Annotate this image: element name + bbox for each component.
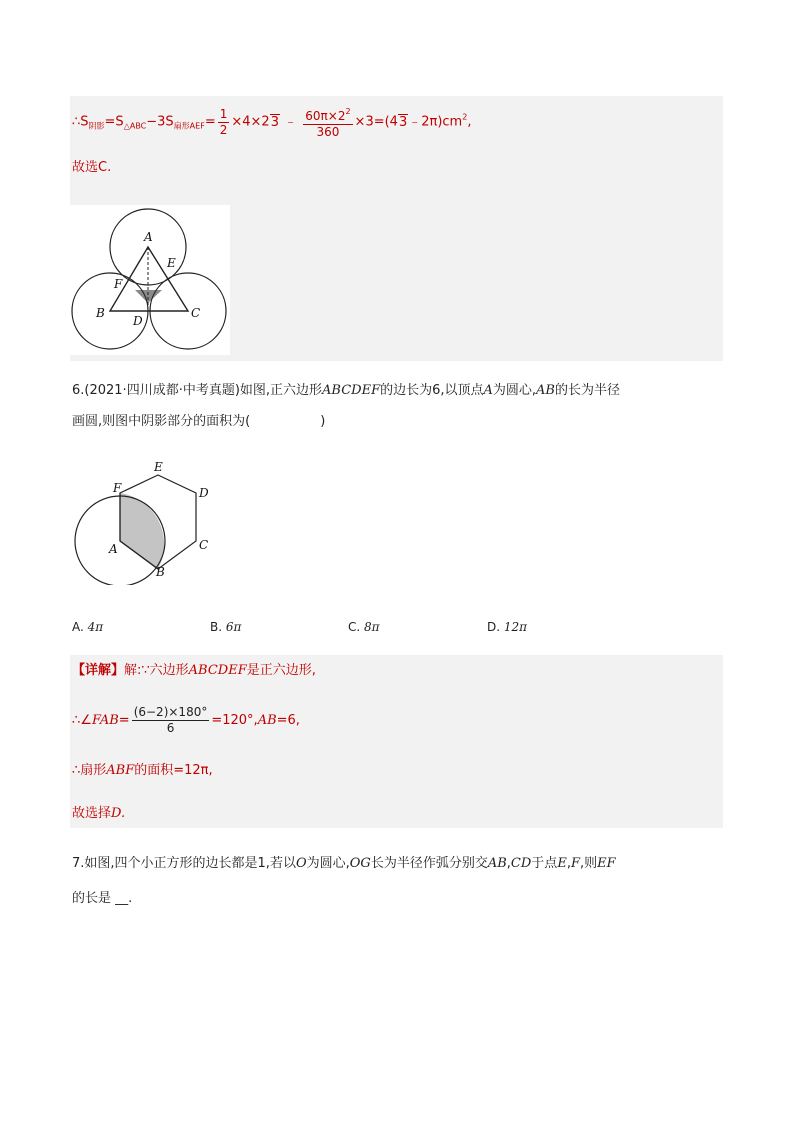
q7-text-e: ,则 [579,856,598,871]
sector-name: ABF [106,763,135,778]
frac2-num [303,104,352,125]
label-e: E [167,256,176,270]
label-d: D [133,314,143,328]
minus-sign: ﹣ [284,114,298,130]
q6-text-a: 如图,正六边形 [239,383,323,398]
option-c[interactable] [348,620,380,634]
q7-arc-ef: EF [597,856,616,871]
q7-o: O [295,856,307,871]
q6-point-a: A [483,383,493,398]
q6-line1 [72,383,620,399]
detail-tag: 【详解】 [72,663,125,678]
sector-b: 的面积=12π, [134,763,213,778]
q7-text-a: 7.如图,四个小正方形的边长都是1,若以 [72,856,296,871]
solution5-choose: 故选C. [72,160,112,175]
sector-label: 扇形AEF [173,121,205,131]
q7-text-b: 为圆心, [306,856,350,871]
choose-text: 故选择 [72,806,112,821]
solution5-formula [72,104,471,140]
q7-f: F [570,856,580,871]
option-d[interactable] [487,620,527,634]
q7-sep2: , [566,856,571,871]
q6-number: 6. [72,383,85,398]
triangle-label: △ABC [123,121,147,131]
q6-source: (2021·四川成都·中考真题) [84,383,240,398]
option-b[interactable] [210,620,241,634]
option-a-value: 4π [87,620,104,634]
q6-line2-text: 画圆,则图中阴影部分的面积为( [72,414,251,429]
q7-sep: , [506,856,511,871]
frac2-exp: 2 [345,107,351,116]
label-b: B [156,565,165,579]
detail-b: 是正六边形, [246,663,316,678]
ab-value: =6, [276,713,300,728]
ab-label: AB [257,713,277,728]
sqrt-3a: 3 [270,114,279,130]
q7-line1 [72,856,616,872]
detail-a: 解:∵六边形 [124,663,189,678]
choose-answer: D. [111,806,126,821]
q7-line2-text: 的长是 [72,891,112,906]
q7-line2 [72,891,132,907]
label-c: C [199,538,209,552]
detail-hex: ABCDEF [188,663,247,678]
option-d-value: 12π [503,620,528,634]
q7-cd: CD [510,856,532,871]
solution6-choose [72,806,125,822]
label-a: A [144,230,153,244]
angle-fraction [132,705,210,736]
angle-eq: = [118,713,130,728]
frac1-den: 2 [219,122,228,137]
eq2: = [204,114,216,130]
times-3: ×3=(4 [354,114,398,130]
figure6-diagram [70,455,220,585]
q7-ab: AB [487,856,507,871]
sqrt-3b: 3 [398,114,408,130]
solution6-detail [72,663,316,679]
minus-3s: −3S [146,114,174,130]
label-a: A [109,542,118,556]
option-c-letter: C. [348,620,361,634]
q7-end: . [128,891,133,906]
label-b: B [96,306,105,320]
q7-text-c: 长为半径作弧分别交 [370,856,488,871]
formula-tail: , [467,114,472,130]
cm-exp: 2 [462,112,468,122]
q7-blank[interactable]: __ [115,891,129,906]
solution6-angle [72,705,300,736]
frac2-den: 360 [316,125,340,139]
option-a[interactable] [72,620,103,634]
fraction-sector [303,104,352,140]
q6-text-d: 的长为半径 [555,383,621,398]
solution6-sector [72,763,213,779]
frac1-num: 1 [219,106,228,121]
label-f: F [114,277,123,291]
q6-text-c: 为圆心, [492,383,537,398]
option-a-letter: A. [72,620,84,634]
q6-line2-end: ) [320,414,326,429]
q7-e: E [557,856,567,871]
fraction-half [218,107,230,138]
label-e: E [154,460,163,474]
minus-2pi: ﹣2π)cm [408,114,463,130]
times-term: ×4×2 [231,114,270,130]
option-c-value: 8π [364,620,380,634]
label-f: F [113,481,122,495]
angle-value: =120°, [211,713,258,728]
eq1: =S [104,114,124,130]
formula-prefix: ∴S [72,114,89,130]
frac2-num-text: 60π×2 [305,109,346,123]
q6-hex: ABCDEF [322,383,381,398]
option-d-letter: D. [487,620,501,634]
label-d: D [199,486,209,500]
q7-og: OG [349,856,371,871]
option-b-value: 6π [225,620,242,634]
option-b-letter: B. [210,620,223,634]
q6-line2 [72,414,325,430]
figure5-bg [70,205,230,355]
sector-a: ∴扇形 [72,763,107,778]
label-c: C [191,306,201,320]
solution6-choose-box [70,797,723,828]
q6-seg: AB [536,383,555,398]
figure5-diagram [70,205,230,355]
q7-text-d: 于点 [531,856,558,871]
angle-name: FAB [91,713,119,728]
angle-frac-den: 6 [166,721,175,735]
q6-text-b: 的边长为6,以顶点 [380,383,484,398]
shaded-label: 阴影 [88,121,105,131]
angle-prefix: ∴∠ [72,713,92,728]
angle-frac-num: (6−2)×180° [133,705,208,719]
